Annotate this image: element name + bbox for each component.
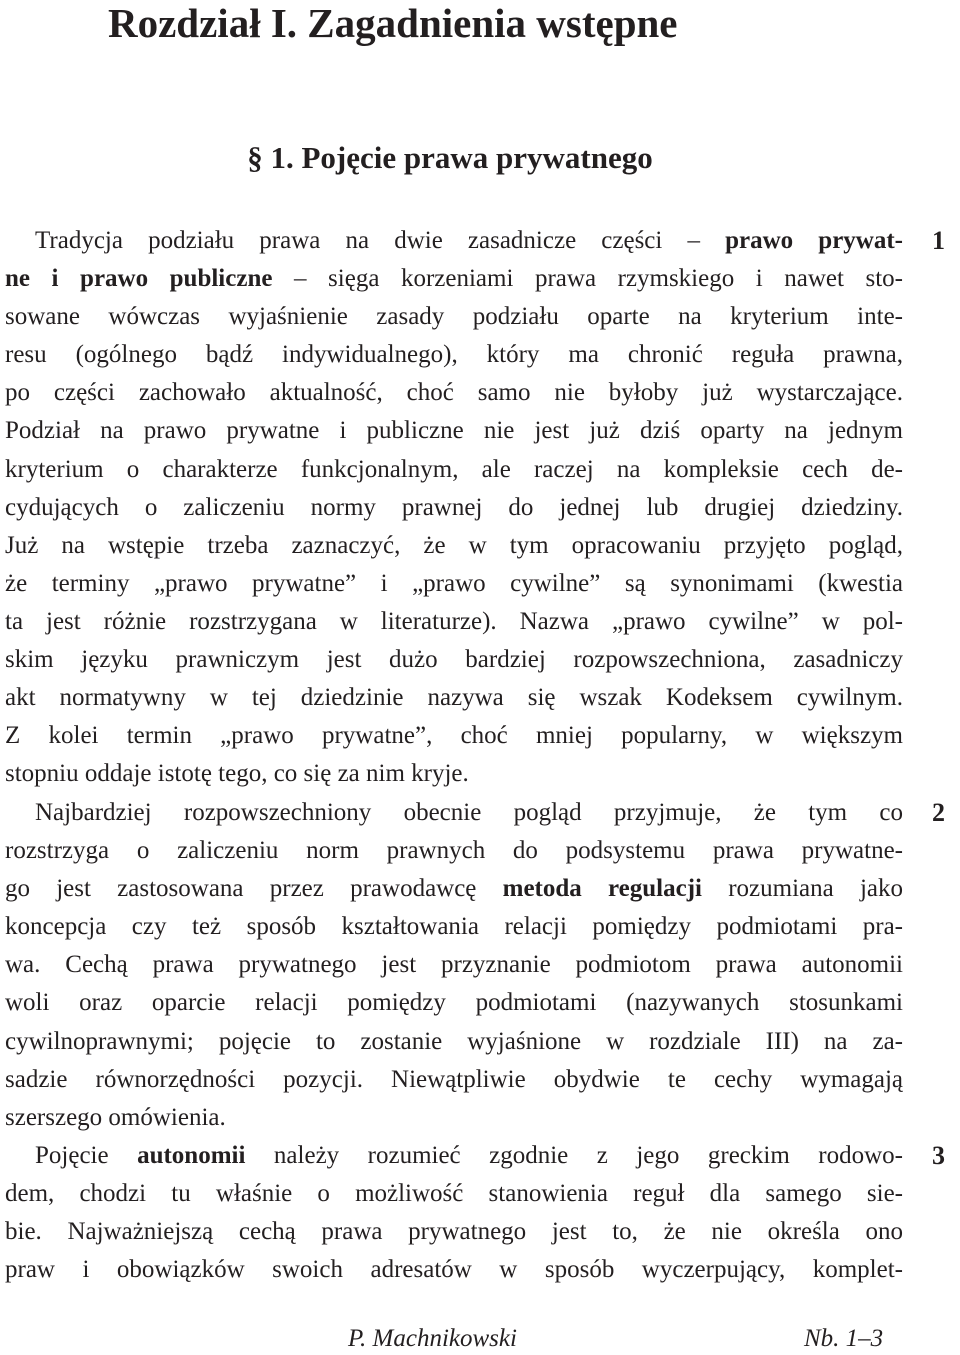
margin-number-3: 3 bbox=[932, 1141, 945, 1170]
text-line bbox=[5, 489, 903, 527]
text-line bbox=[5, 717, 903, 755]
text-run: cywilnoprawnymi; pojęcie to zostanie wyjaśnione w rozdziale III) na za- bbox=[5, 1027, 903, 1055]
text-run: cydujących o zaliczeniu normy prawnej do jednej lub drugiej dziedziny. bbox=[5, 493, 903, 521]
text-run: Podział na prawo prywatne i publiczne nie jest już dziś oparty na jednym bbox=[5, 417, 903, 445]
text-run: bie. Najważniejszą cechą prawa prywatnego jest to, że nie określa ono bbox=[5, 1218, 903, 1246]
text-run: wa. Cechą prawa prywatnego jest przyznanie podmiotom prawa autonomii bbox=[5, 951, 903, 979]
text-line bbox=[5, 794, 903, 832]
text-run: po części zachowało aktualność, choć samo nie byłoby już wystarczające. bbox=[5, 379, 903, 407]
text-run: stopniu oddaje istotę tego, co się za nim kryje. bbox=[5, 760, 469, 788]
text-run: sowane wówczas wyjaśnienie zasady podziału oparte na kryterium inte- bbox=[5, 303, 903, 331]
text-run: szerszego omówienia. bbox=[5, 1103, 226, 1131]
text-run: skim języku prawniczym jest dużo bardziej rozpowszechniona, zasadniczy bbox=[5, 646, 903, 674]
margin-number-1: 1 bbox=[932, 226, 945, 255]
text-run: Z kolei termin „prawo prywatne”, choć mniej popularny, w większym bbox=[5, 722, 903, 750]
text-run: woli oraz oparcie relacji pomiędzy podmiotami (nazywanych stosunkami bbox=[5, 989, 903, 1017]
text-line bbox=[5, 260, 903, 298]
text-line bbox=[5, 412, 903, 450]
text-run: rozstrzyga o zaliczeniu norm prawnych do podsystemu prawa prywatne- bbox=[5, 837, 903, 865]
text-line bbox=[5, 451, 903, 489]
text-line bbox=[5, 1175, 903, 1213]
text-run: Już na wstępie trzeba zaznaczyć, że w tym opracowaniu przyjęto pogląd, bbox=[5, 531, 903, 559]
paragraph-2 bbox=[5, 794, 903, 1137]
bold-term: prawo prywat- bbox=[725, 227, 903, 254]
paragraph-1 bbox=[5, 222, 903, 793]
text-line bbox=[5, 679, 903, 717]
text-line bbox=[5, 1213, 903, 1251]
bold-term: metoda regulacji bbox=[502, 875, 702, 903]
paragraph-3 bbox=[5, 1137, 903, 1289]
text-line bbox=[5, 755, 903, 793]
text-line bbox=[5, 946, 903, 984]
text-run: Pojęcie bbox=[35, 1142, 138, 1169]
footer-margin-ref: Nb. 1–3 bbox=[804, 1325, 884, 1352]
text-run: praw i obowiązków swoich adresatów w sposób wyczerpujący, komplet- bbox=[5, 1256, 903, 1284]
text-line bbox=[5, 1099, 903, 1137]
text-line bbox=[5, 1251, 903, 1289]
text-run: Tradycja podziału prawa na dwie zasadnicze części – bbox=[35, 227, 726, 254]
text-run: go jest zastosowana przez prawodawcę bbox=[5, 875, 503, 903]
text-line bbox=[5, 908, 903, 946]
text-run: że terminy „prawo prywatne” i „prawo cywilne” są synonimami (kwestia bbox=[5, 569, 903, 597]
text-line bbox=[5, 603, 903, 641]
text-line bbox=[5, 870, 903, 908]
text-line bbox=[5, 565, 903, 603]
text-line bbox=[5, 298, 903, 336]
bold-term: ne i prawo publiczne bbox=[5, 265, 273, 293]
text-line bbox=[5, 336, 903, 374]
margin-number-2: 2 bbox=[932, 798, 945, 827]
text-run: akt normatywny w tej dziedzinie nazywa się wszak Kodeksem cywilnym. bbox=[5, 684, 903, 712]
footer-author: P. Machnikowski bbox=[348, 1325, 517, 1352]
text-line bbox=[5, 832, 903, 870]
text-line bbox=[5, 984, 903, 1022]
text-run: sadzie równorzędności pozycji. Niewątpliwie obydwie te cechy wymagają bbox=[5, 1065, 903, 1093]
text-run: resu (ogólnego bądź indywidualnego), który ma chronić reguła prawna, bbox=[5, 341, 903, 369]
section-title: § 1. Pojęcie prawa prywatnego bbox=[247, 140, 653, 175]
text-run: należy rozumieć zgodnie z jego greckim rodowo- bbox=[245, 1142, 903, 1169]
text-run: koncepcja czy też sposób kształtowania relacji pomiędzy podmiotami pra- bbox=[5, 913, 903, 941]
text-run: kryterium o charakterze funkcjonalnym, ale raczej na kompleksie cech de- bbox=[5, 455, 903, 483]
text-line bbox=[5, 1061, 903, 1099]
text-line bbox=[5, 222, 903, 260]
text-line bbox=[5, 1137, 903, 1175]
text-run: ta jest różnie rozstrzygana w literaturze). Nazwa „prawo cywilne” w pol- bbox=[5, 607, 903, 635]
text-line bbox=[5, 641, 903, 679]
chapter-title: Rozdział I. Zagadnienia wstępne bbox=[108, 0, 678, 46]
text-line bbox=[5, 527, 903, 565]
text-line bbox=[5, 374, 903, 412]
text-run: dem, chodzi tu właśnie o możliwość stanowienia reguł dla samego sie- bbox=[5, 1180, 903, 1208]
bold-term: autonomii bbox=[137, 1142, 246, 1169]
text-run: Najbardziej rozpowszechniony obecnie pogląd przyjmuje, że tym co bbox=[35, 799, 903, 826]
text-run: rozumiana jako bbox=[701, 875, 903, 903]
text-run: – sięga korzeniami prawa rzymskiego i nawet sto- bbox=[272, 265, 903, 293]
text-line bbox=[5, 1023, 903, 1061]
